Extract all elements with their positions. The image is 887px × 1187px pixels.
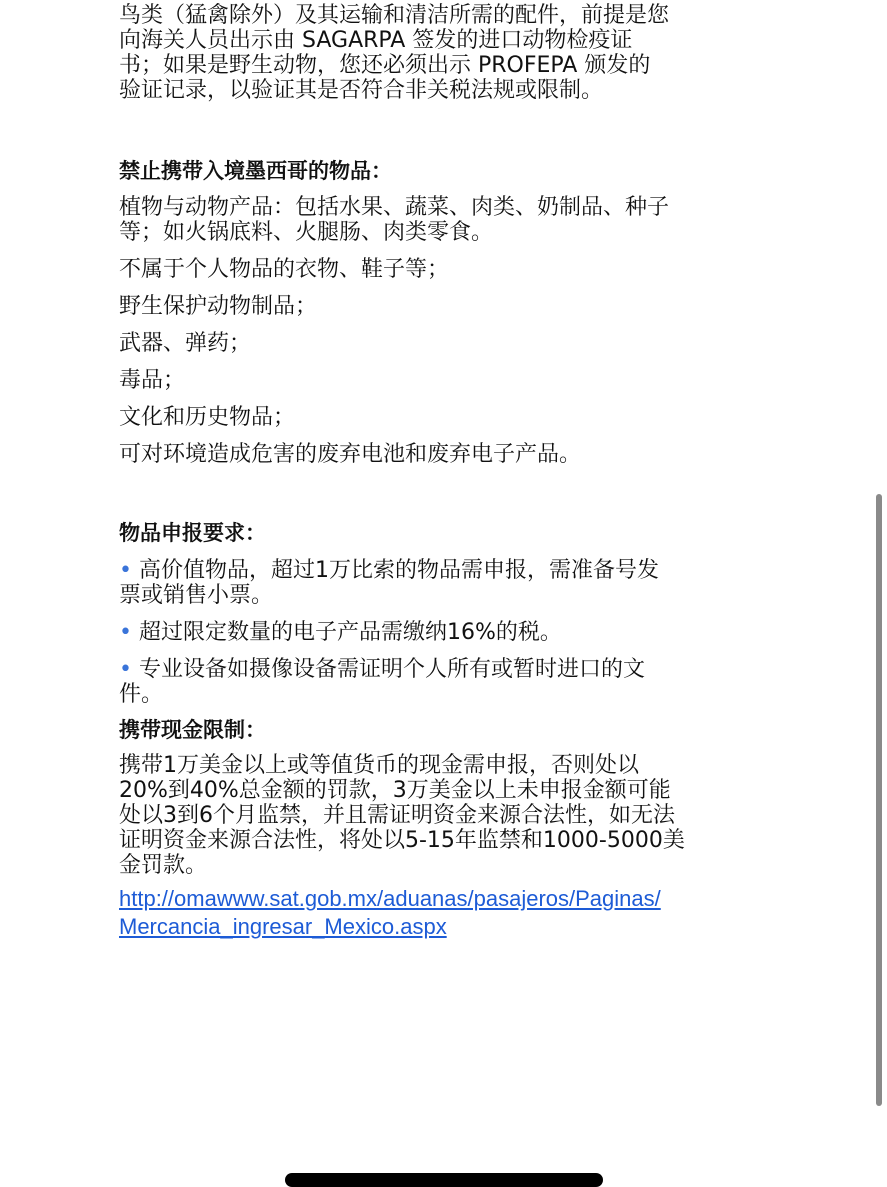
prohibited-item: 可对环境造成危害的废弃电池和废弃电子产品。	[119, 442, 582, 467]
declaration-bullet-text: 专业设备如摄像设备需证明个人所有或暂时进口的文 件。	[119, 657, 645, 707]
bullet-dot-icon: •	[119, 558, 132, 583]
prohibited-item: 野生保护动物制品；	[119, 294, 318, 319]
prohibited-item: 植物与动物产品：包括水果、蔬菜、肉类、奶制品、种子 等；如火锅底料、火腿肠、肉类零食。	[119, 195, 670, 245]
bullet-dot-icon: •	[119, 657, 132, 682]
declaration-heading: 物品申报要求：	[119, 521, 266, 545]
prohibited-item: 不属于个人物品的衣物、鞋子等；	[119, 257, 450, 282]
scrollbar[interactable]	[876, 494, 882, 1106]
home-indicator[interactable]	[285, 1173, 603, 1187]
customs-link[interactable]: http://omawww.sat.gob.mx/aduanas/pasajeros/Paginas/ Mercancia_ingresar_Mexico.aspx	[119, 886, 661, 939]
declaration-bullet-text: 超过限定数量的电子产品需缴纳16%的税。	[138, 620, 562, 645]
prohibited-item: 武器、弹药；	[119, 331, 252, 356]
declaration-bullet	[119, 620, 759, 645]
prohibited-item: 文化和历史物品；	[119, 405, 296, 430]
article-content	[119, 0, 759, 941]
prohibited-item: 毒品；	[119, 368, 186, 393]
cash-paragraph: 携带1万美金以上或等值货币的现金需申报，否则处以 20%到40%总金额的罚款，3万美金以上未申报金额可能 处以3到6个月监禁，并且需证明资金来源合法性，如无法 证明资金来源合法性，将处以5-15年监禁和1000-5000美 金罚款。	[119, 753, 685, 878]
bullet-dot-icon: •	[119, 620, 132, 645]
cash-heading: 携带现金限制：	[119, 718, 266, 742]
declaration-bullet-text: 高价值物品，超过1万比索的物品需申报，需准备号发 票或销售小票。	[119, 558, 659, 608]
intro-paragraph: 鸟类（猛禽除外）及其运输和清洁所需的配件，前提是您 向海关人员出示由 SAGARPA 签发的进口动物检疫证 书；如果是野生动物，您还必须出示 PROFEPA 颁发的 验证记录，以验证其是否符合非关税法规或限制。	[119, 3, 670, 103]
declaration-bullet	[119, 657, 759, 707]
prohibited-heading: 禁止携带入境墨西哥的物品：	[119, 159, 392, 183]
declaration-bullet	[119, 558, 759, 608]
